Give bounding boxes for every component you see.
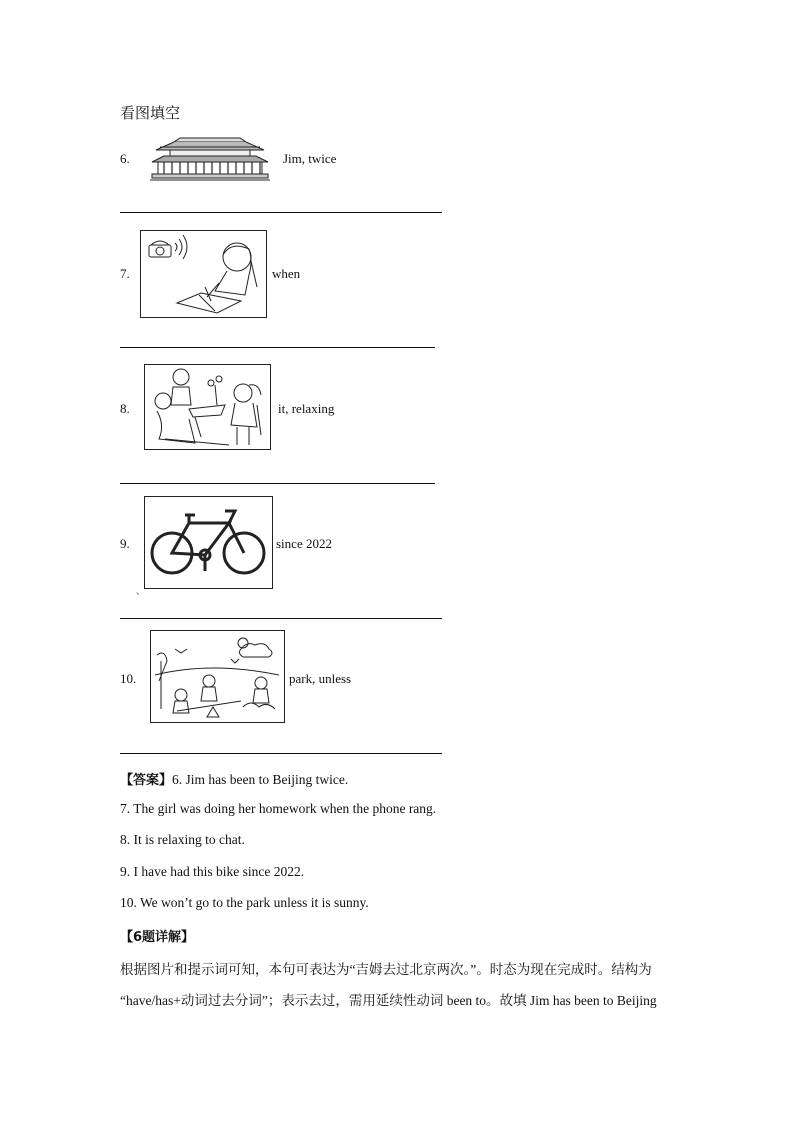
girl-homework-phone-picture: [140, 230, 267, 318]
explanation-line: “have/has+动词过去分词”；表示去过，需用延续性动词 been to。故填 Jim has been to Beijing: [120, 993, 657, 1008]
question-number: 9.: [120, 536, 130, 551]
explanation-label: 【6题详解】: [120, 930, 195, 945]
question-hint: it, relaxing: [278, 401, 335, 416]
answer-line-8: 8. It is relaxing to chat.: [120, 832, 245, 847]
answer-line[interactable]: [120, 753, 442, 754]
answer-line[interactable]: [120, 212, 442, 213]
answer-line-7: 7. The girl was doing her homework when the phone rang.: [120, 801, 437, 816]
question-number: 10.: [120, 671, 137, 686]
question-number: 7.: [120, 266, 130, 281]
answer-line[interactable]: [120, 347, 435, 348]
question-hint: park, unless: [289, 671, 352, 686]
people-chatting-picture: [144, 364, 271, 450]
answer-line[interactable]: [120, 618, 442, 619]
park-picture: [150, 630, 285, 723]
stray-mark: 、: [136, 587, 146, 597]
question-hint: when: [272, 266, 301, 281]
question-hint: since 2022: [276, 536, 332, 551]
question-number: 8.: [120, 401, 130, 416]
answer-line-10: 10. We won’t go to the park unless it is sunny.: [120, 895, 369, 910]
palace-picture: [150, 134, 270, 182]
answer-line-9: 9. I have had this bike since 2022.: [120, 864, 305, 879]
answer-line[interactable]: [120, 483, 435, 484]
question-number: 6.: [120, 151, 130, 166]
answer-line-6: [120, 769, 348, 788]
question-hint: Jim, twice: [283, 151, 337, 166]
answer-text: 6. Jim has been to Beijing twice.: [172, 772, 349, 787]
bicycle-picture: [144, 496, 273, 589]
answer-label: 【答案】: [120, 773, 173, 788]
explanation-line: 根据图片和提示词可知，本句可表达为“吉姆去过北京两次。”。时态为现在完成时。结构为: [120, 962, 652, 977]
section-title: 看图填空: [120, 104, 181, 122]
